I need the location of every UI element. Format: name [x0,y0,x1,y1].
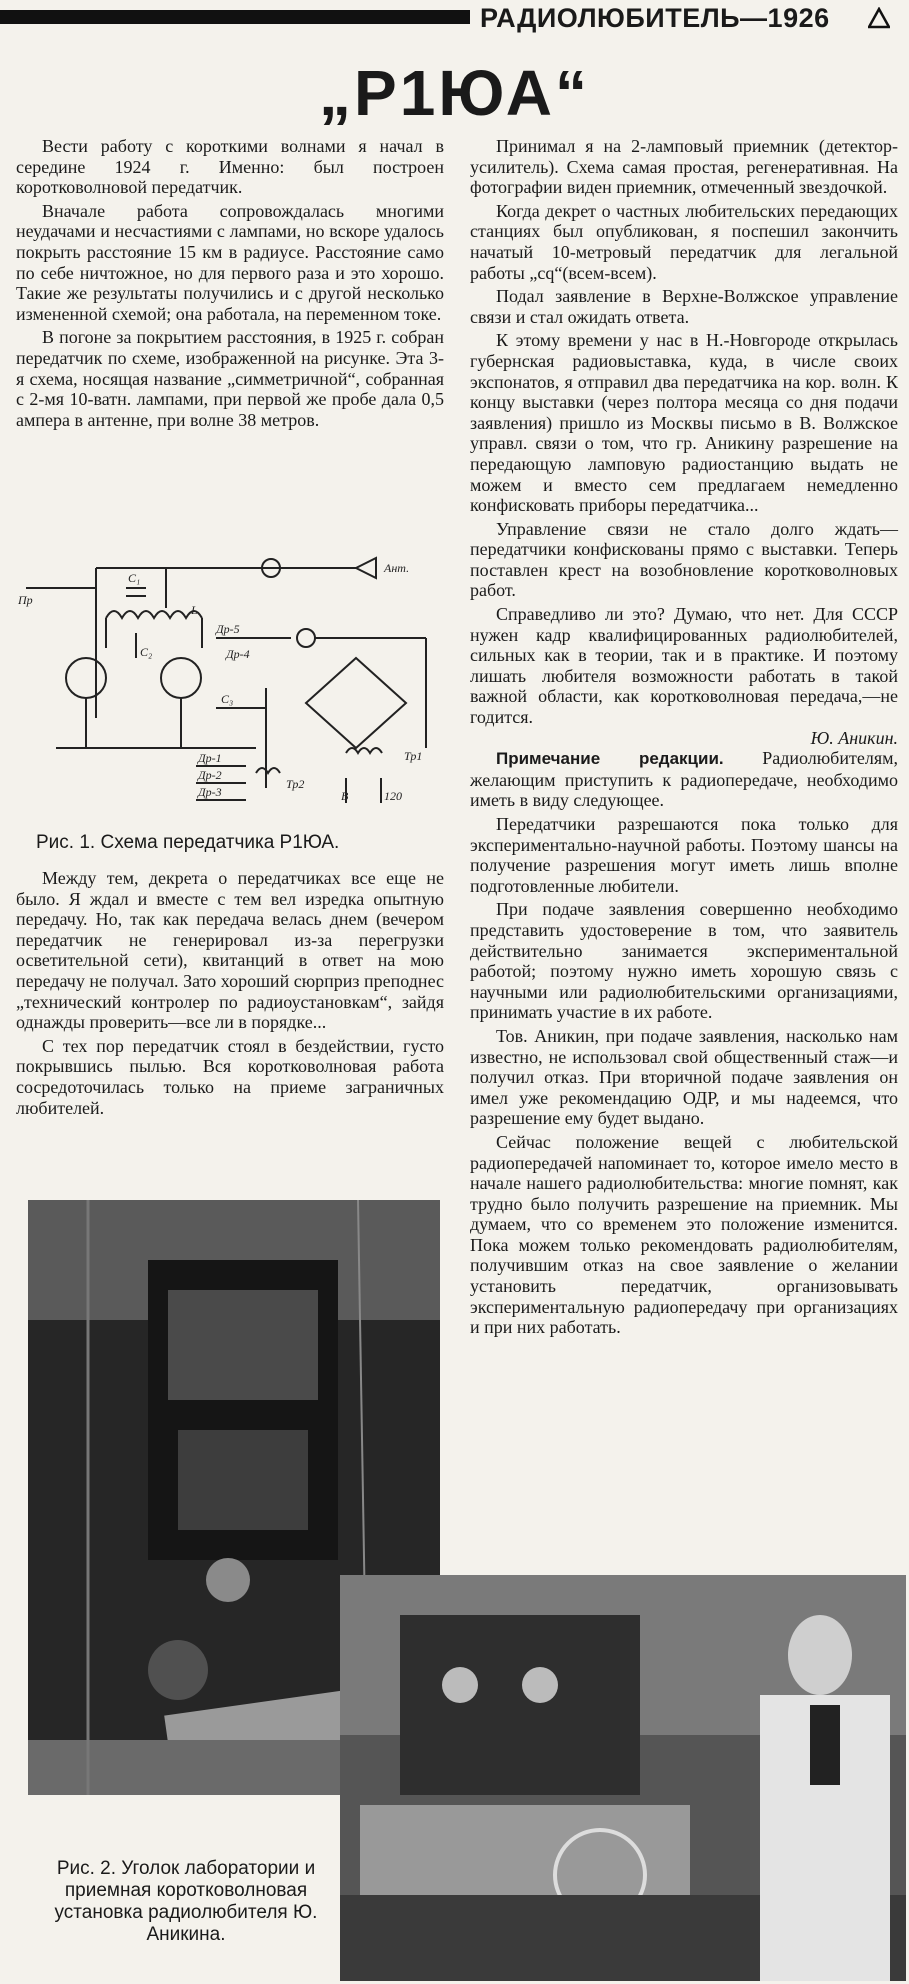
paragraph: Вначале работа сопровождалась многими неудачами и несчастиями с лампами, но вскоре удалось покрыть расстояние 15 км в радиусе. Расстояние само по себе ничтожное, но для первого раза и это хорошо. Такие же результаты получились и с другой несколько измененной схемой; она работала, на переменном токе. [16,200,444,324]
author-signature: Ю. Аникин. [810,727,898,748]
label-b: В [341,789,349,803]
column-left-bottom [16,868,444,1121]
journal-title: РАДИОЛЮБИТЕЛЬ—1926 [480,3,830,33]
paragraph: Сейчас положение вещей с любительской радиопередачей напоминает то, которое имело место в начале нашего радиолюбительства: многие помнят, как трудно было получить разрешение на приемник. Мы думаем, что со временем это положение изменится. Пока можем только рекомендовать радиолюбителям, получившим отказ на свое заявление о желании установить передатчик, организовывать экспериментальную радиопередачу при организациях и при них работать. [470,1131,898,1338]
label-l: L [191,603,198,617]
label-tr2: Тр2 [286,777,305,791]
article-title: „Р1ЮА“ [319,57,590,129]
editorial-note-first: Радиолюбителям, желающим приступить к радиопередаче, необходимо иметь в виду следующее. [470,748,898,811]
paragraph: Подал заявление в Верхне-Волжское управление связи и стал ожидать ответа. [470,286,898,327]
label-dr1: Др-1 [198,751,222,765]
label-c1: C₁ [128,571,141,585]
editorial-note-heading: Примечание редакции. [496,749,724,769]
label-dr5: Др-5 [216,622,240,636]
figure1-caption: Рис. 1. Схема передатчика Р1ЮА. [36,832,340,853]
label-ground: Пр [18,593,33,607]
paragraph: При подаче заявления совершенно необходимо представить удостоверение в том, что заявитель действительно занимается экспериментальной работой; поэтому нужно иметь хорошую связь с научными или радиолюбительскими организациями, принимать участие в их работе. [470,899,898,1023]
paragraph: Передатчики разрешаются пока только для экспериментально-научной работы. Поэтому шансы на получение разрешения могут иметь лишь вполне подготовленные любители. [470,814,898,896]
editorial-note-intro [470,748,898,811]
label-tr1: Тр1 [404,749,423,763]
label-c2: C₂ [140,645,153,659]
paragraph: К этому времени у нас в Н.-Новгороде открылась губернская радиовыставка, куда, в числе своих экспонатов, я отправил два передатчика на кор. волн. К концу выставки (через полтора месяца со дня подачи заявления) пришло из Москвы письмо в В. Волжское управл. связи о том, что гр. Аникину разрешение на передающую ламповую радиостанцию выдать не можем и вместо сем предлагаем немедленно конфисковать приборы передатчика... [470,330,898,516]
paragraph: Управление связи не стало долго ждать—передатчики конфискованы прямо с выставки. Теперь поставлен крест на возобновление коротковолновых работ. [470,518,898,601]
column-left-top [16,136,444,433]
page-header [0,0,909,36]
label-antenna: Ант. [384,561,410,575]
label-c3: C₃ [221,692,234,706]
label-dr2: Др-2 [198,768,222,782]
paragraph: Справедливо ли это? Думаю, что нет. Для СССР нужен кадр квалифицированных радиолюбителей, сильных как в теории, так и в практике. И поэтому лишать любителя возможности работать в такой важной области, как коротковолновая передача,—не годится. [470,604,898,728]
figure2-caption: Рис. 2. Уголок лаборатории и приемная коротковолновая установка радиолюбителя Ю. Аникина. [54,1858,318,1945]
label-voltage: 120 [384,789,402,803]
header-rule [0,10,470,24]
paragraph: В погоне за покрытием расстояния, в 1925 г. собран передатчик по схеме, изображенной на рисунке. Эта 3-я схема, носящая название „симметричной“, собранная с 2-мя 10-ватн. лампами, при первой же пробе дала 0,5 ампера в антенне, при волне 38 метров. [16,327,444,430]
paragraph: Тов. Аникин, при подаче заявления, насколько нам известно, не использовал свой общественный стаж—и получил отказ. При вторичной подаче заявления он имел уже рекомендацию ОДР, и мы надеемся, что разрешение ему будет выдано. [470,1025,898,1129]
paragraph: Принимал я на 2-ламповый приемник (детектор-усилитель). Схема самая простая, регенеративная. На фотографии виден приемник, отмеченный звездочкой. [470,136,898,198]
triangle-icon [868,7,890,29]
paragraph: Вести работу с короткими волнами я начал в середине 1924 г. Именно: был построен коротковолновой передатчик. [16,136,444,198]
receiver-setup-photo [340,1575,906,1981]
transmitter-schematic [16,538,446,808]
paragraph: Между тем, декрета о передатчиках все еще не было. Я ждал и вместе с тем вел изредка опытную передачу. Но, так как передача велась днем (вечером передатчик не генерировал из-за перегрузки осветительной сети), квитанций в ответ на мою передачу не получал. Зато хороший сюрприз преподнес „технический контролер по радиоустановкам“, зайдя однажды проверить—все ли в порядке... [16,868,444,1033]
label-dr3: Др-3 [198,785,222,799]
paragraph: Когда декрет о частных любительских передающих станциях был опубликован, я поспешил закончить начатый 10-метровый передатчик для легальной работы „cq“(всем-всем). [470,200,898,283]
column-right [470,136,898,1341]
paragraph: С тех пор передатчик стоял в бездействии, густо покрывшись пылью. Вся коротковолновая работа сосредоточилась только на приеме заграничных любителей. [16,1035,444,1118]
label-dr4: Др-4 [226,647,250,661]
